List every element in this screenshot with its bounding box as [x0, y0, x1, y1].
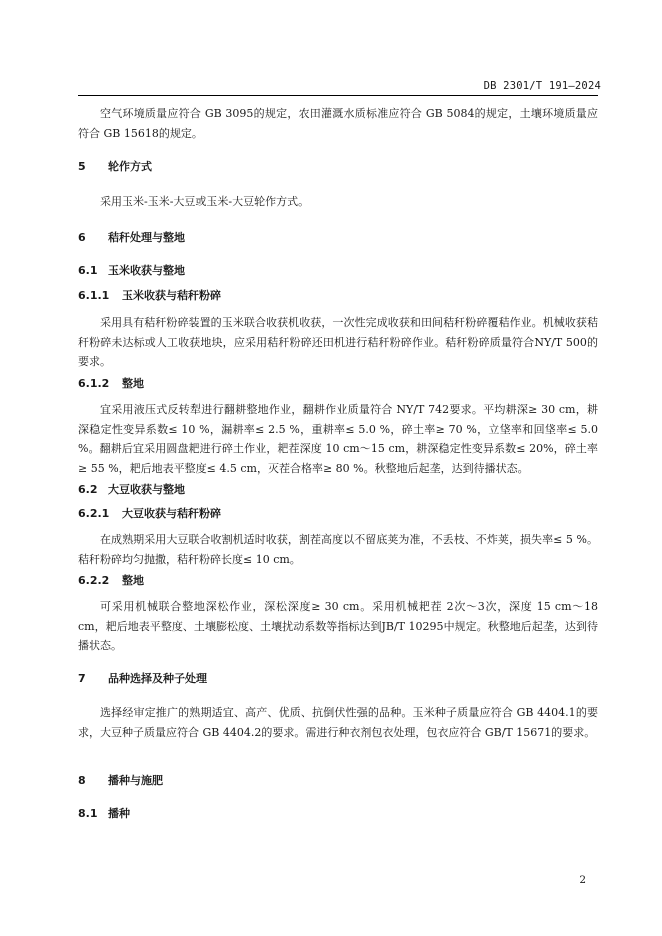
heading-number: 8.1	[78, 807, 98, 820]
heading-6-2	[78, 482, 598, 498]
paragraph-corn-harvest	[78, 313, 598, 372]
document-code: DB 2301/T 191—2024	[483, 80, 601, 92]
heading-6-2-1	[78, 506, 598, 522]
heading-title: 秸秆处理与整地	[108, 231, 185, 244]
heading-number: 7	[78, 672, 86, 685]
heading-number: 6	[78, 231, 86, 244]
paragraph-text: 采用玉米-玉米-大豆或玉米-大豆轮作方式。	[100, 195, 310, 208]
paragraph-text: 宜采用液压式反转犁进行翻耕整地作业，翻耕作业质量符合 NY/T 742要求。平均耕深≥ 30 cm，耕深稳定性变异系数≤ 10 %，漏耕率≤ 2.5 %，重耕率≤ 5.0 %，碎土率≥ 70 %，立垡率和回垡率≤ 5.0 %。翻耕后宜采用圆盘耙进行碎土作业，耙茬深度 10 cm～15 cm，耕深稳定性变异系数≤ 20%，碎土率≥ 55 %，耙后地表平整度≤ 4.5 cm，灭茬合格率≥ 80 %。秋整地后起垄，达到待播状态。	[78, 403, 598, 475]
paragraph-text: 空气环境质量应符合 GB 3095的规定，农田灌溉水质标准应符合 GB 5084的规定，土壤环境质量应符合 GB 15618的规定。	[78, 107, 598, 140]
paragraph-text: 选择经审定推广的熟期适宜、高产、优质、抗倒伏性强的品种。玉米种子质量应符合 GB 4404.1的要求，大豆种子质量应符合 GB 4404.2的要求。需进行种衣剂包衣处理，包衣应符合 GB/T 15671的要求。	[78, 706, 598, 739]
paragraph-corn-tillage	[78, 400, 598, 478]
heading-number: 8	[78, 774, 86, 787]
heading-title: 玉米收获与秸秆粉碎	[122, 289, 221, 302]
heading-title: 播种与施肥	[108, 774, 163, 787]
paragraph-variety	[78, 703, 598, 742]
paragraph-environment	[78, 104, 598, 143]
heading-title: 大豆收获与整地	[108, 483, 185, 496]
paragraph-soy-harvest	[78, 530, 598, 569]
heading-number: 6.1.1	[78, 289, 110, 302]
heading-title: 玉米收获与整地	[108, 264, 185, 277]
heading-number: 6.2.1	[78, 507, 110, 520]
heading-title: 播种	[108, 807, 130, 820]
heading-8	[78, 773, 598, 789]
heading-6-2-2	[78, 573, 598, 589]
header-rule	[78, 95, 598, 96]
paragraph-text: 可采用机械联合整地深松作业，深松深度≥ 30 cm。采用机械耙茬 2次～3次，深度 15 cm～18 cm，耙后地表平整度、土壤膨松度、土壤扰动系数等指标达到JB/T 10295中规定。秋整地后起垄，达到待播状态。	[78, 600, 598, 652]
heading-6	[78, 230, 598, 246]
page-number: 2	[579, 874, 586, 886]
heading-number: 6.2	[78, 483, 98, 496]
paragraph-soy-tillage	[78, 597, 598, 656]
heading-8-1	[78, 806, 598, 822]
heading-6-1-1	[78, 288, 598, 304]
heading-number: 5	[78, 160, 86, 173]
heading-number: 6.2.2	[78, 574, 110, 587]
paragraph-text: 采用具有秸秆粉碎装置的玉米联合收获机收获，一次性完成收获和田间秸秆粉碎覆秸作业。机械收获秸秆粉碎未达标或人工收获地块，应采用秸秆粉碎还田机进行秸秆粉碎作业。秸秆粉碎质量符合NY/T 500的要求。	[78, 316, 598, 368]
heading-6-1	[78, 263, 598, 279]
heading-title: 大豆收获与秸秆粉碎	[122, 507, 221, 520]
heading-5	[78, 159, 598, 175]
heading-7	[78, 671, 598, 687]
heading-title: 整地	[122, 574, 144, 587]
heading-title: 轮作方式	[108, 160, 152, 173]
paragraph-text: 在成熟期采用大豆联合收割机适时收获，割茬高度以不留底荚为准，不丢枝、不炸荚，损失率≤ 5 %。秸秆粉碎均匀抛撒，秸秆粉碎长度≤ 10 cm。	[78, 533, 598, 566]
heading-number: 6.1	[78, 264, 98, 277]
heading-title: 整地	[122, 377, 144, 390]
paragraph-rotation	[78, 192, 598, 212]
heading-6-1-2	[78, 376, 598, 392]
heading-title: 品种选择及种子处理	[108, 672, 207, 685]
heading-number: 6.1.2	[78, 377, 110, 390]
